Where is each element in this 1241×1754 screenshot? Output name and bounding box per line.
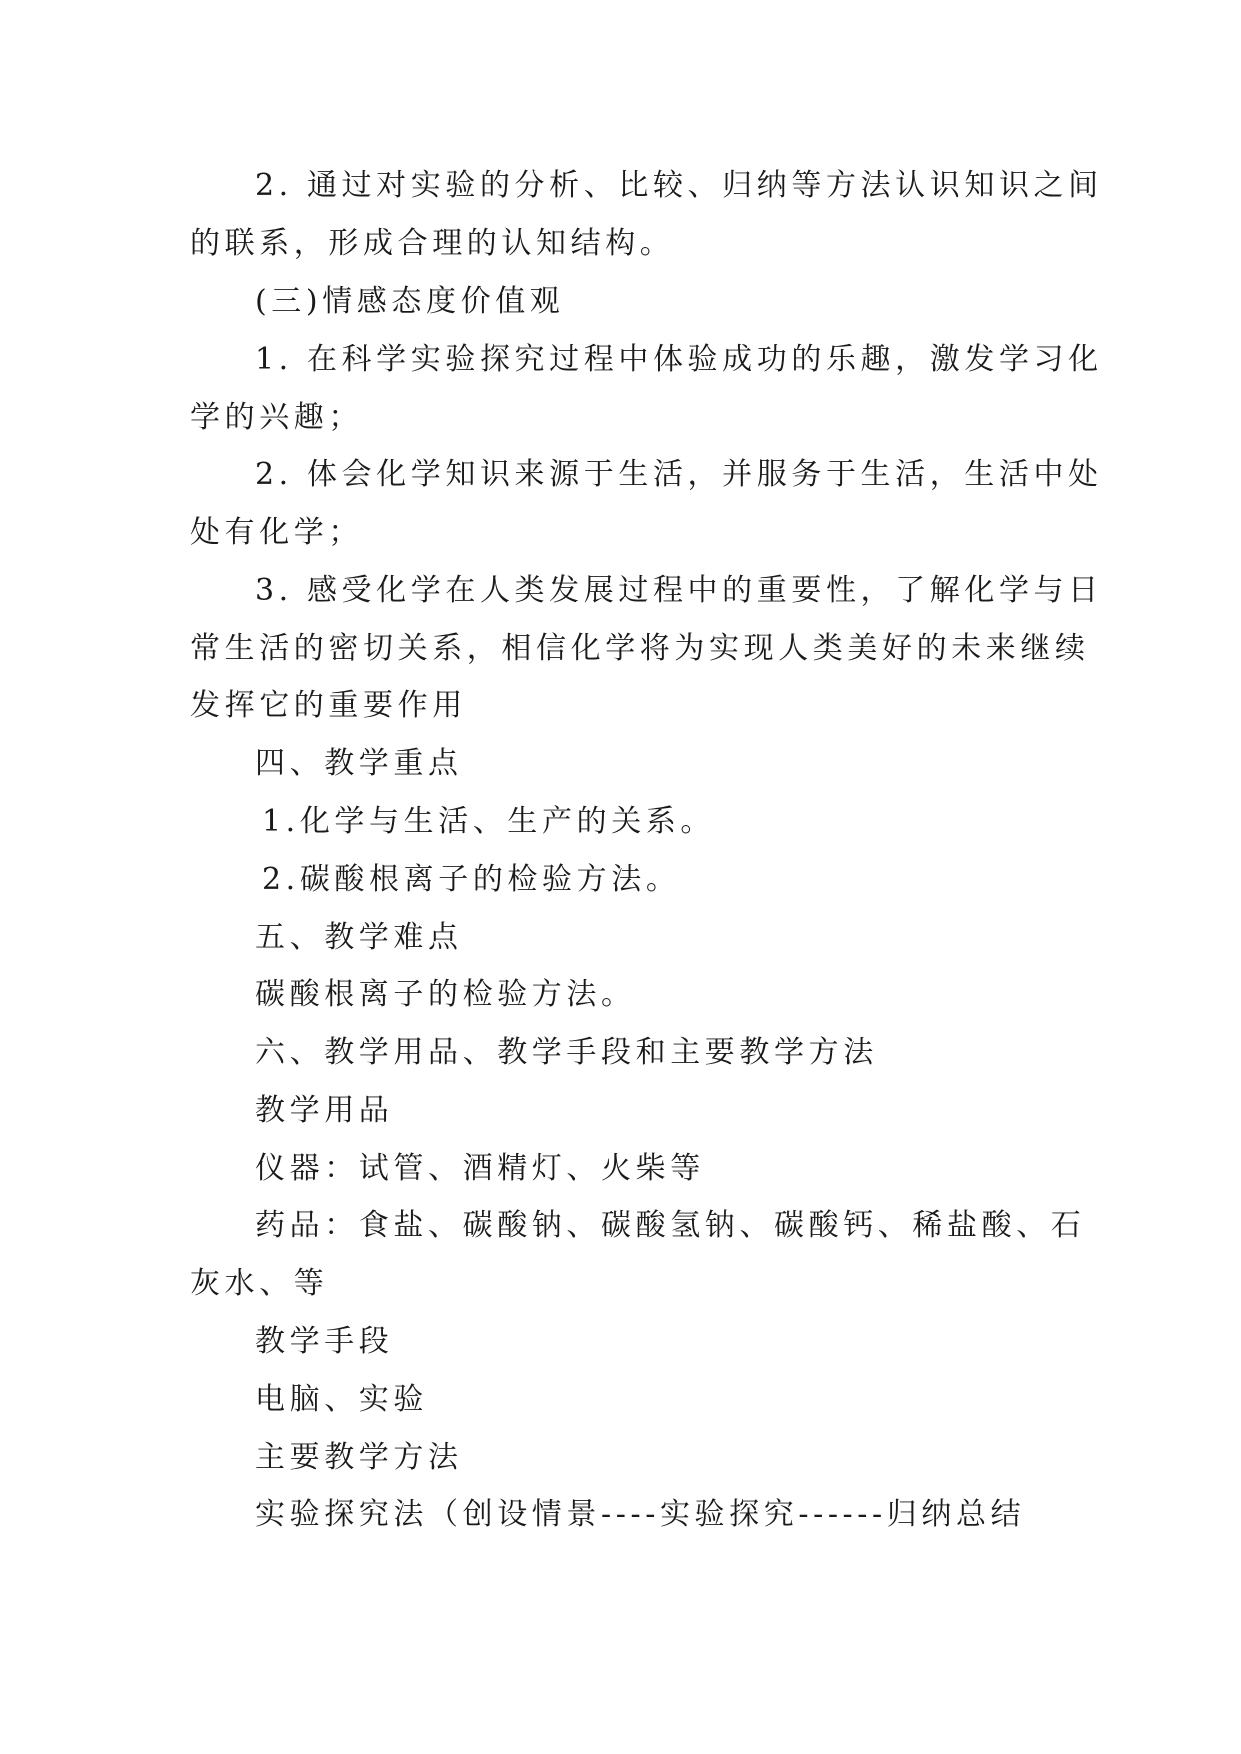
paragraph-line: 碳酸根离子的检验方法。 (255, 977, 636, 1012)
section-heading: 五、教学难点 (255, 920, 463, 955)
paragraph-line: 2. 体会化学知识来源于生活，并服务于生活，生活中处 (255, 457, 1103, 492)
paragraph-line: 灰水、等 (190, 1266, 329, 1301)
section-heading: (三)情感态度价值观 (255, 284, 565, 319)
paragraph-line: 学的兴趣； (190, 400, 363, 435)
list-item: 1.化学与生活、生产的关系。 (262, 804, 716, 839)
paragraph-line: 处有化学； (190, 515, 363, 550)
paragraph-line: 电脑、实验 (255, 1382, 428, 1417)
paragraph-line: 2. 通过对实验的分析、比较、归纳等方法认识知识之间 (255, 168, 1103, 203)
paragraph-line: 3. 感受化学在人类发展过程中的重要性，了解化学与日 (255, 573, 1103, 608)
paragraph-line: 仪器：试管、酒精灯、火柴等 (255, 1151, 705, 1186)
paragraph-line: 发挥它的重要作用 (190, 688, 467, 723)
subheading: 主要教学方法 (255, 1440, 463, 1475)
paragraph-line: 药品：食盐、碳酸钠、碳酸氢钠、碳酸钙、稀盐酸、石 (255, 1208, 1086, 1243)
paragraph-line: 1. 在科学实验探究过程中体验成功的乐趣，激发学习化 (255, 342, 1103, 377)
section-heading: 六、教学用品、教学手段和主要教学方法 (255, 1035, 878, 1070)
paragraph-line: 实验探究法（创设情景----实验探究------归纳总结 (255, 1497, 1026, 1532)
section-heading: 四、教学重点 (255, 746, 463, 781)
paragraph-line: 的联系，形成合理的认知结构。 (190, 226, 675, 261)
paragraph-line: 常生活的密切关系，相信化学将为实现人类美好的未来继续 (190, 631, 1090, 666)
subheading: 教学用品 (255, 1093, 394, 1128)
list-item: 2.碳酸根离子的检验方法。 (262, 862, 681, 897)
subheading: 教学手段 (255, 1324, 394, 1359)
